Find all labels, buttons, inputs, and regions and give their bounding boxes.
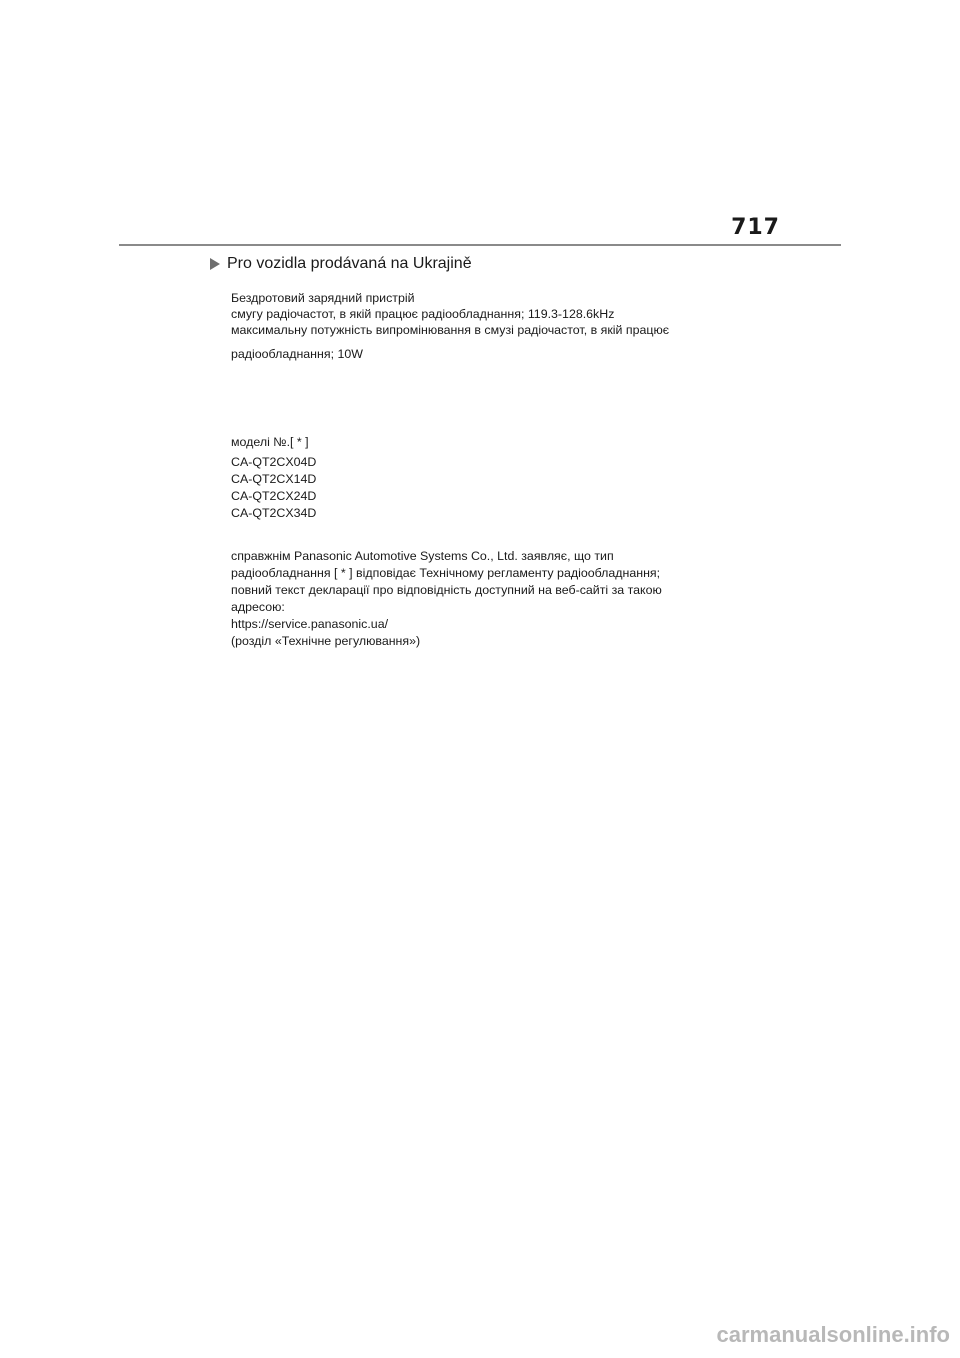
model-item: CA-QT2CX14D — [231, 472, 317, 486]
declaration-line: (розділ «Технічне регулювання») — [231, 634, 421, 648]
declaration-url[interactable]: https://service.panasonic.ua/ — [231, 617, 389, 631]
declaration-line: справжнім Panasonic Automotive Systems Co., Ltd. заявляє, що тип — [231, 549, 614, 563]
footer-watermark: carmanualsonline.info — [716, 1322, 950, 1347]
models-label: моделі №.[ * ] — [231, 435, 309, 449]
section-heading-text: Pro vozidla prodávaná na Ukrajině — [227, 255, 472, 272]
declaration-line: радіообладнання [ * ] відповідає Технічному регламенту радіообладнання; — [231, 566, 661, 580]
page-number: 717 — [731, 215, 780, 240]
charger-line: смугу радіочастот, в якій працює радіообладнання; 119.3-128.6kHz — [231, 307, 615, 321]
model-item: CA-QT2CX34D — [231, 506, 317, 520]
models-block — [231, 434, 316, 522]
charger-line: максимальну потужність випромінювання в смузі радіочастот, в якій працює — [231, 323, 670, 337]
declaration-line: адресою: — [231, 600, 285, 614]
declaration-block — [231, 548, 662, 650]
charger-line: радіообладнання; 10W — [231, 347, 363, 361]
declaration-line: повний текст декларації про відповідність доступний на веб-сайті за такою — [231, 583, 662, 597]
section-heading — [210, 255, 472, 273]
charger-line: Бездротовий зарядний пристрій — [231, 291, 415, 305]
header-rule — [119, 244, 841, 246]
triangle-bullet-icon — [210, 258, 220, 270]
model-item: CA-QT2CX04D — [231, 455, 317, 469]
model-item: CA-QT2CX24D — [231, 489, 317, 503]
charger-info-block — [231, 290, 669, 362]
